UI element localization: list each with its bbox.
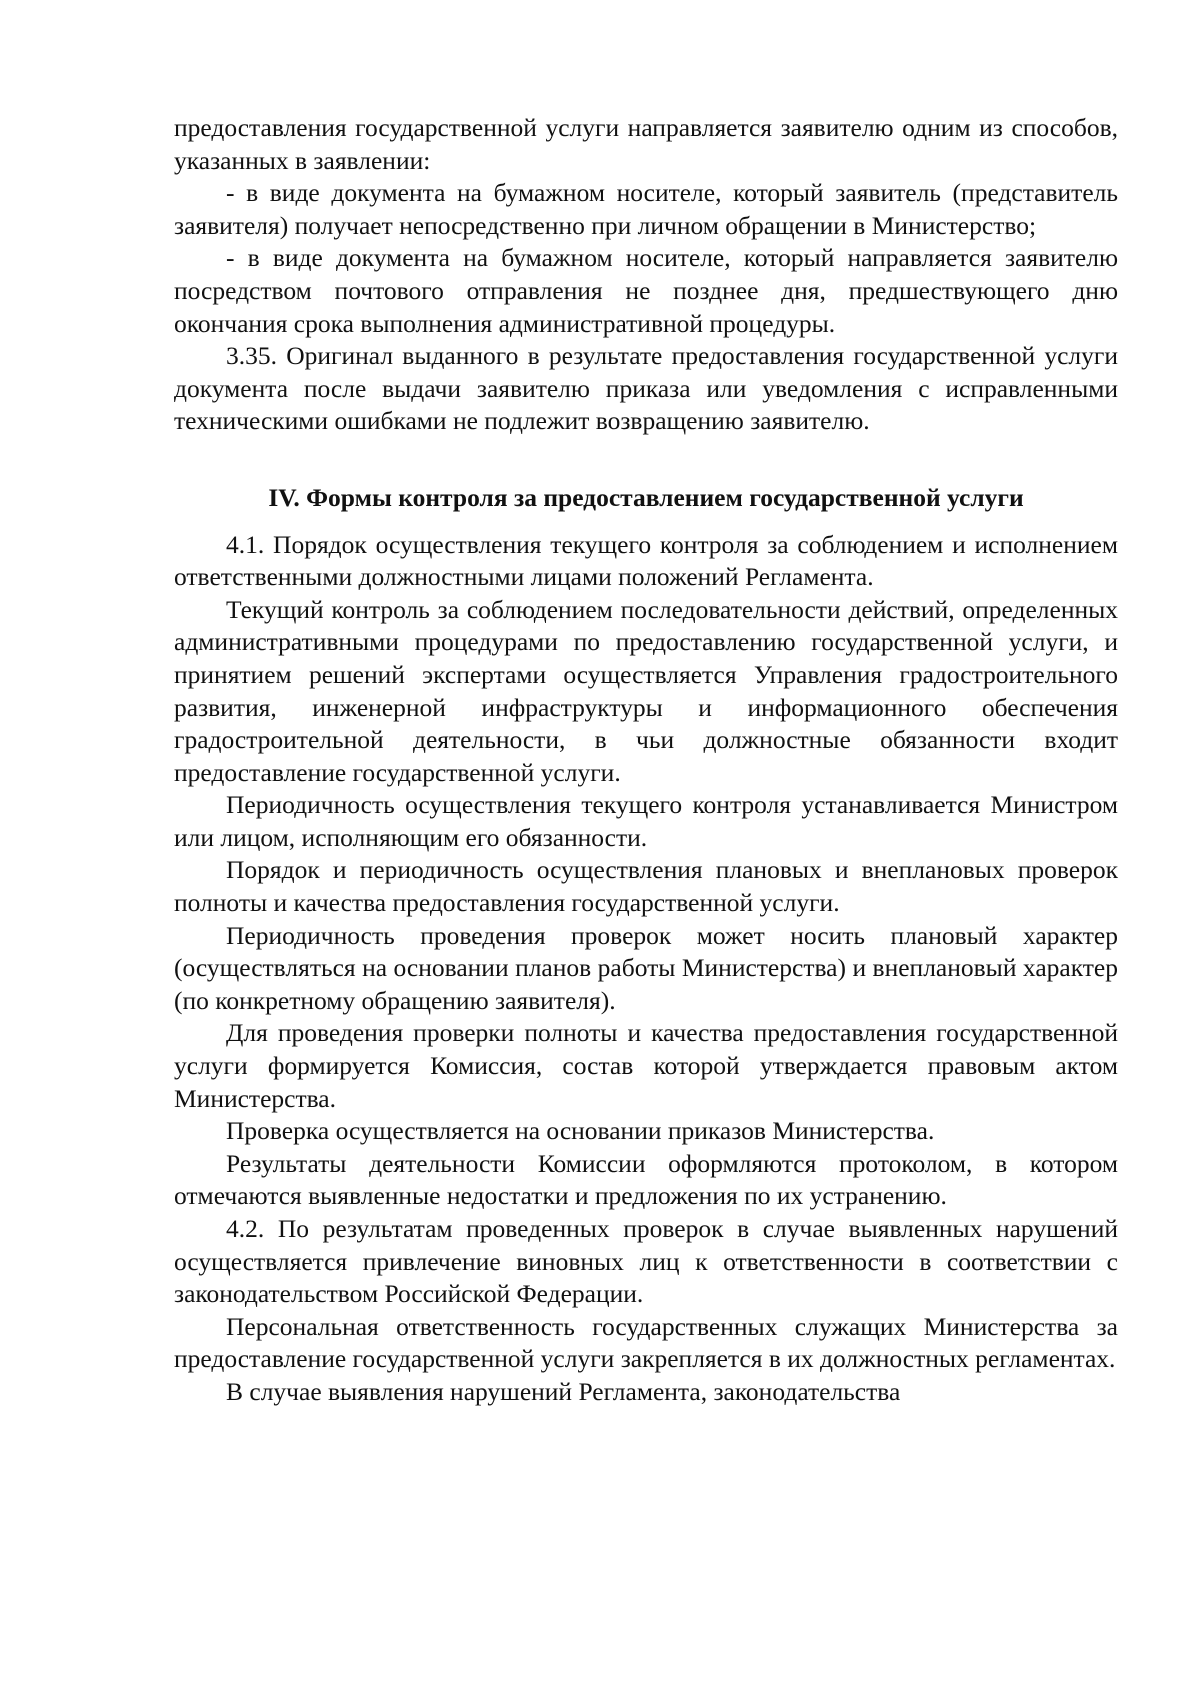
paragraph-option-paper-mail: - в виде документа на бумажном носителе, который направляется заявителю посредством почтового отправления не позднее дня, предшествующего дню окончания срока выполнения административной процедуры. <box>174 243 1118 338</box>
paragraph-personal-responsibility: Персональная ответственность государственных служащих Министерства за предоставление государственной услуги закрепляется в их должностных регламентах. <box>174 1311 1118 1374</box>
paragraph-option-paper-personal: - в виде документа на бумажном носителе, который заявитель (представитель заявителя) получает непосредственно при личном обращении в Министерство; <box>174 178 1118 240</box>
paragraph-commission-results: Результаты деятельности Комиссии оформляются протоколом, в котором отмечаются выявленные недостатки и предложения по их устранению. <box>174 1148 1118 1211</box>
section-heading: IV. Формы контроля за предоставлением государственной услуги <box>268 482 1024 512</box>
paragraph-3-35: 3.35. Оригинал выданного в результате предоставления государственной услуги документа после выдачи заявителю приказа или уведомления с исправленными техническими ошибками не подлежит возвращению заявителю. <box>174 341 1118 436</box>
paragraph-current-control: Текущий контроль за соблюдением последовательности действий, определенных административными процедурами по предоставлению государственной услуги, и принятием решений экспертами осуществляется Управления градостроительного развития, инженерной инфраструктуры и информационного обеспечения градостроительной деятельности, в чьи должностные обязанности входит предоставление государственной услуги. <box>174 594 1118 787</box>
paragraph-4-2: 4.2. По результатам проведенных проверок в случае выявленных нарушений осуществляется привлечение виновных лиц к ответственности в соответствии с законодательством Российской Федерации. <box>174 1214 1118 1309</box>
document-page <box>174 112 1118 1409</box>
paragraph-commission: Для проведения проверки полноты и качества предоставления государственной услуги формируется Комиссия, состав которой утверждается правовым актом Министерства. <box>174 1018 1118 1113</box>
paragraph-4-1: 4.1. Порядок осуществления текущего контроля за соблюдением и исполнением ответственными должностными лицами положений Регламента. <box>174 529 1118 592</box>
paragraph-inspections-order: Порядок и периодичность осуществления плановых и внеплановых проверок полноты и качества предоставления государственной услуги. <box>174 855 1118 918</box>
paragraph-periodicity-control: Периодичность осуществления текущего контроля устанавливается Министром или лицом, исполняющим его обязанности. <box>174 790 1118 852</box>
paragraph-inspections-periodicity: Периодичность проведения проверок может носить плановый характер (осуществляться на основании планов работы Министерства) и внеплановый характер (по конкретному обращению заявителя). <box>174 920 1118 1015</box>
paragraph-violations: В случае выявления нарушений Регламента, законодательства <box>226 1376 901 1406</box>
paragraph-inspection-basis: Проверка осуществляется на основании приказов Министерства. <box>226 1116 935 1146</box>
paragraph-continuation: предоставления государственной услуги направляется заявителю одним из способов, указанных в заявлении: <box>174 113 1118 175</box>
